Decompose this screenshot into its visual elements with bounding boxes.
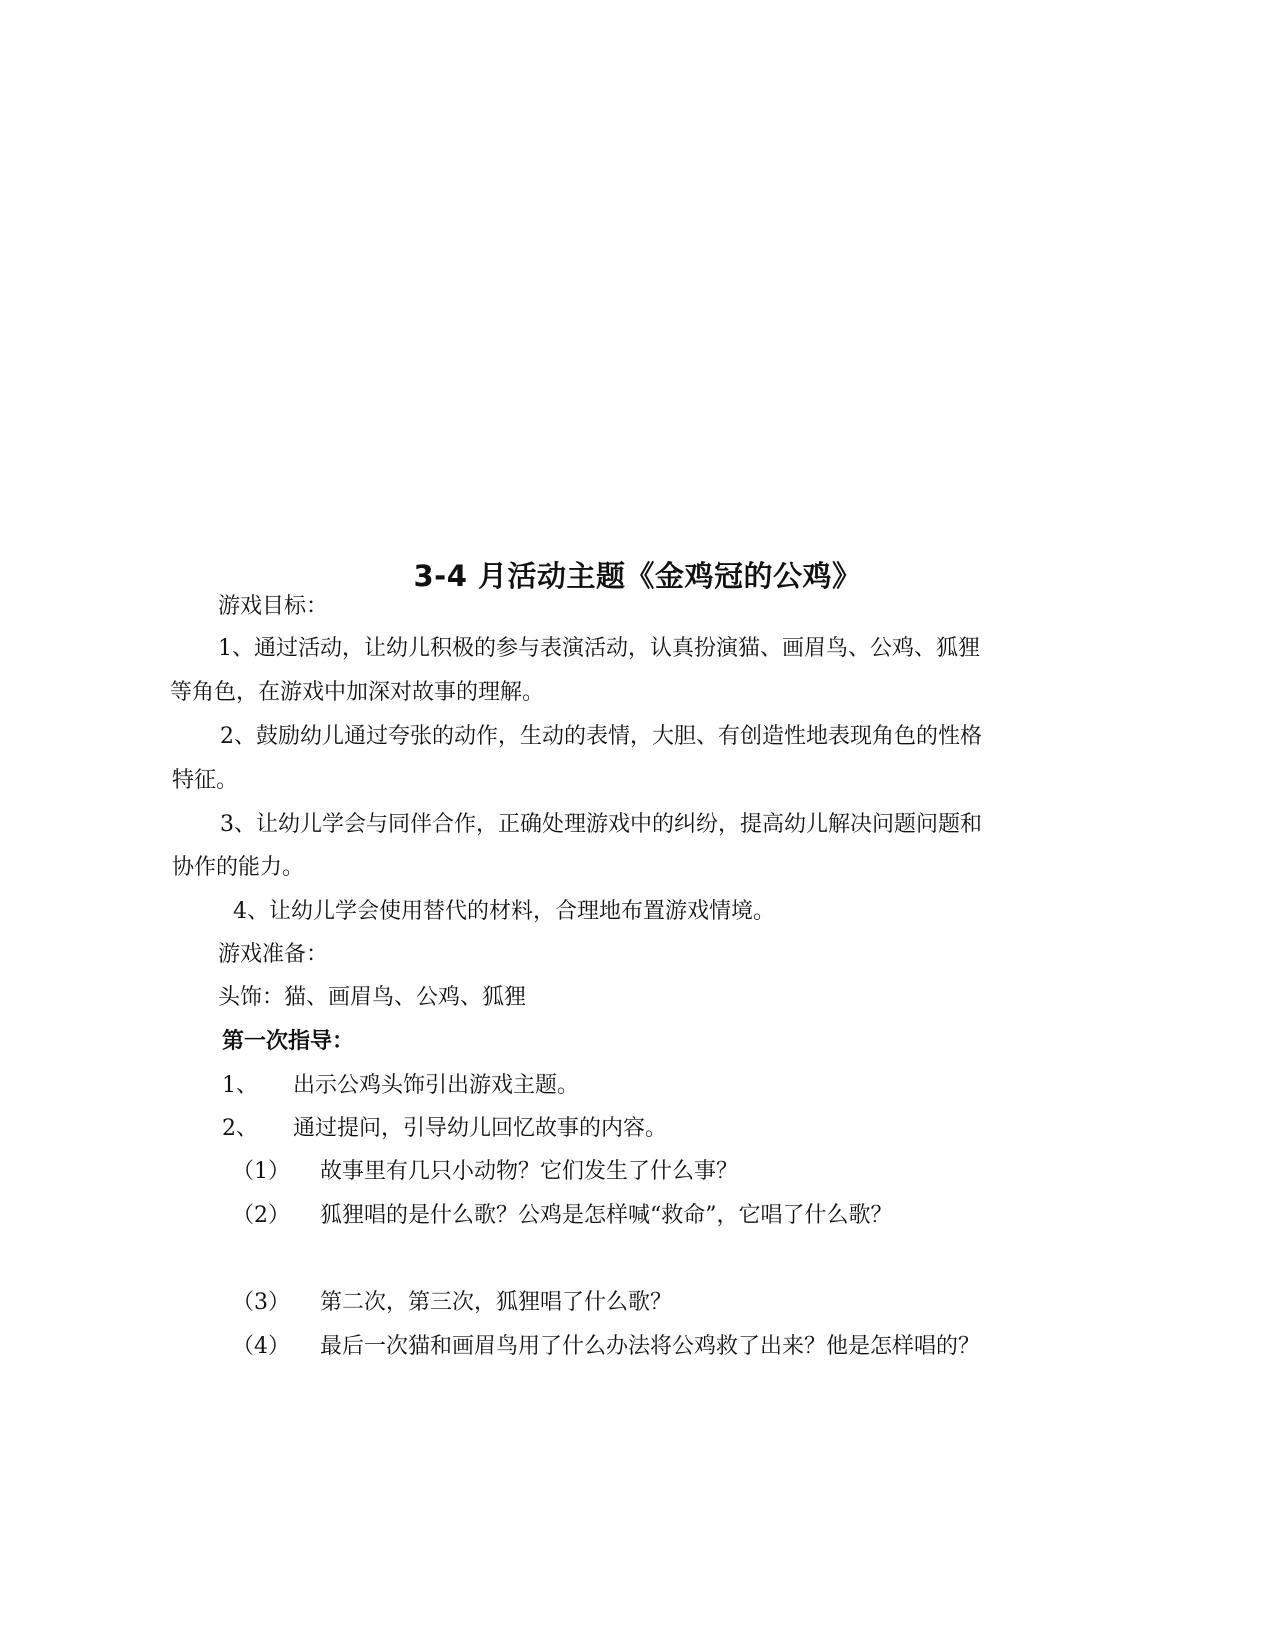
question-text: 故事里有几只小动物？它们发生了什么事？ xyxy=(320,1159,739,1184)
goal-3-line-2: 协作的能力。 xyxy=(172,855,305,880)
step-text: 出示公鸡头饰引出游戏主题。 xyxy=(293,1073,580,1098)
question-number: （2） xyxy=(232,1203,290,1228)
question-number: （4） xyxy=(232,1334,290,1359)
preparation-headwear: 头饰：猫、画眉鸟、公鸡、狐狸 xyxy=(218,985,527,1010)
question-1 xyxy=(232,1157,738,1187)
goal-2-line-1: 2、鼓励幼儿通过夸张的动作，生动的表情，大胆、有创造性地表现角色的性格 xyxy=(220,724,982,749)
question-2 xyxy=(232,1201,893,1231)
preparation-heading: 游戏准备： xyxy=(218,942,329,967)
question-text: 第二次，第三次，狐狸唱了什么歌？ xyxy=(320,1290,673,1315)
page-title: 3-4 月活动主题《金鸡冠的公鸡》 xyxy=(413,559,862,593)
step-number: 1、 xyxy=(222,1073,258,1098)
guidance-step-2 xyxy=(222,1114,667,1144)
step-number: 2、 xyxy=(222,1116,258,1141)
goal-3-line-1: 3、让幼儿学会与同伴合作，正确处理游戏中的纠纷，提高幼儿解决问题问题和 xyxy=(220,812,982,837)
question-number: （1） xyxy=(232,1159,290,1184)
question-3 xyxy=(232,1288,672,1318)
step-text: 通过提问，引导幼儿回忆故事的内容。 xyxy=(293,1116,668,1141)
question-4 xyxy=(232,1332,980,1362)
goal-1-line-2: 等角色，在游戏中加深对故事的理解。 xyxy=(170,680,545,705)
goal-1-line-1: 1、通过活动，让幼儿积极的参与表演活动，认真扮演猫、画眉鸟、公鸡、狐狸 xyxy=(218,636,980,661)
guidance-step-1 xyxy=(222,1071,579,1101)
goal-2-line-2: 特征。 xyxy=(172,768,239,793)
question-text: 最后一次猫和画眉鸟用了什么办法将公鸡救了出来？他是怎样唱的？ xyxy=(320,1334,981,1359)
goal-4: 4、让幼儿学会使用替代的材料，合理地布置游戏情境。 xyxy=(233,899,775,924)
question-text: 狐狸唱的是什么歌？公鸡是怎样喊“救命”，它唱了什么歌？ xyxy=(320,1203,893,1228)
goals-heading: 游戏目标： xyxy=(218,594,329,619)
guidance-heading: 第一次指导： xyxy=(222,1029,355,1054)
question-number: （3） xyxy=(232,1290,290,1315)
